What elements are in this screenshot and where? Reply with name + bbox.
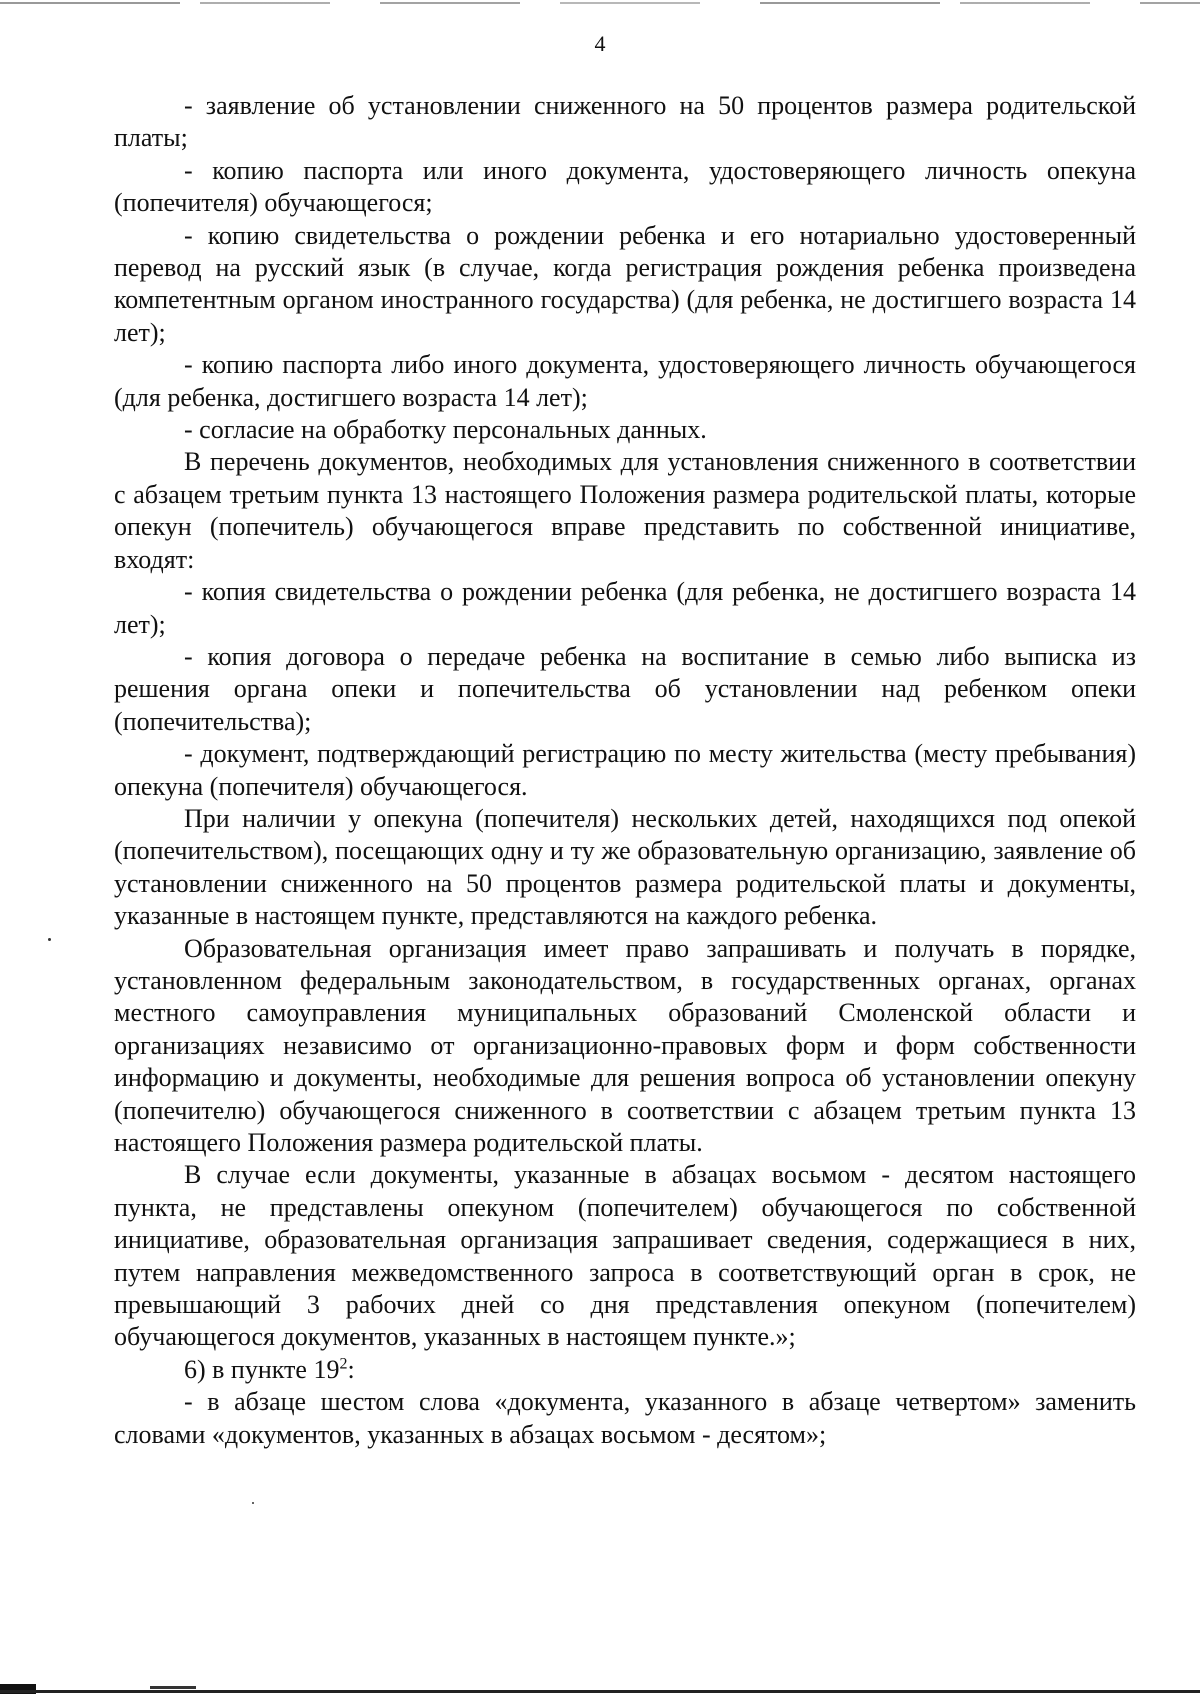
page-number: 4 [594, 31, 606, 56]
paragraph: В перечень документов, необходимых для установления сниженного в соответствии с абзацем третьим пункта 13 настоящего Положения размера родительской платы, которые опекун (попечитель) обучающегося вправе представить по собственной инициативе, входят: [114, 447, 1136, 574]
paragraph: - копию паспорта или иного документа, удостоверяющего личность опекуна (попечителя) обучающегося; [114, 155, 1136, 218]
paragraph: В случае если документы, указанные в абзацах восьмом - десятом настоящего пункта, не представлены опекуном (попечителем) обучающегося по собственной инициативе, образовательная организация запрашивает сведения, содержащиеся в них, путем направления межведомственного запроса в соответствующий орган в срок, не превышающий 3 рабочих дней со дня представления опекуном (попечителем) обучающегося документов, указанных в настоящем пункте.»; [114, 1160, 1136, 1352]
paragraph: - копию свидетельства о рождении ребенка и его нотариально удостоверенный перевод на русский язык (в случае, когда регистрация рождения ребенка произведена компетентным органом иностранного государства) (для ребенка, не достигшего возраста 14 лет); [114, 220, 1136, 347]
paragraph: - заявление об установлении сниженного на 50 процентов размера родительской платы; [114, 91, 1136, 153]
paragraph: - документ, подтверждающий регистрацию по месту жительства (месту пребывания) опекуна (попечителя) обучающегося. [114, 739, 1136, 801]
scan-speck [252, 1502, 254, 1504]
paragraph: Образовательная организация имеет право запрашивать и получать в порядке, установленном федеральным законодательством, в государственных органах, органах местного самоуправления муниципальных образований Смоленской области и организациях независимо от организационно-правовых форм и форм собственности информацию и документы, необходимые для решения вопроса об установлении опекуну (попечителю) обучающегося сниженного в соответствии с абзацем третьим пункта 13 настоящего Положения размера родительской платы. [114, 933, 1136, 1157]
paragraph: - копия свидетельства о рождении ребенка (для ребенка, не достигшего возраста 14 лет); [114, 577, 1136, 639]
scan-bottom-edge [0, 1690, 1200, 1693]
paragraph: - копию паспорта либо иного документа, удостоверяющего личность обучающегося (для ребенка, достигшего возраста 14 лет); [114, 350, 1136, 412]
scan-top-edge [0, 2, 1200, 4]
paragraph: - согласие на обработку персональных данных. [184, 415, 707, 445]
paragraph: При наличии у опекуна (попечителя) нескольких детей, находящихся под опекой (попечительством), посещающих одну и ту же образовательную организацию, заявление об установлении сниженного на 50 процентов размера родительской платы и документы, указанные в настоящем пункте, представляются на каждого ребенка. [114, 803, 1136, 931]
paragraph: - копия договора о передаче ребенка на воспитание в семью либо выписка из решения органа опеки и попечительства об установлении над ребенком опеки (попечительства); [114, 641, 1136, 736]
item-6-suffix: : [347, 1354, 355, 1384]
scan-speck [48, 938, 51, 941]
document-body [114, 90, 1136, 1451]
item-6-prefix: 6) в пункте 19 [184, 1354, 340, 1384]
item-6-heading [114, 1354, 1136, 1386]
scan-bottom-dash [150, 1686, 196, 1689]
paragraph: - в абзаце шестом слова «документа, указанного в абзаце четвертом» заменить словами «документов, указанных в абзацах восьмом - десятом»; [114, 1387, 1136, 1449]
item-6-superscript: 2 [339, 1355, 348, 1373]
